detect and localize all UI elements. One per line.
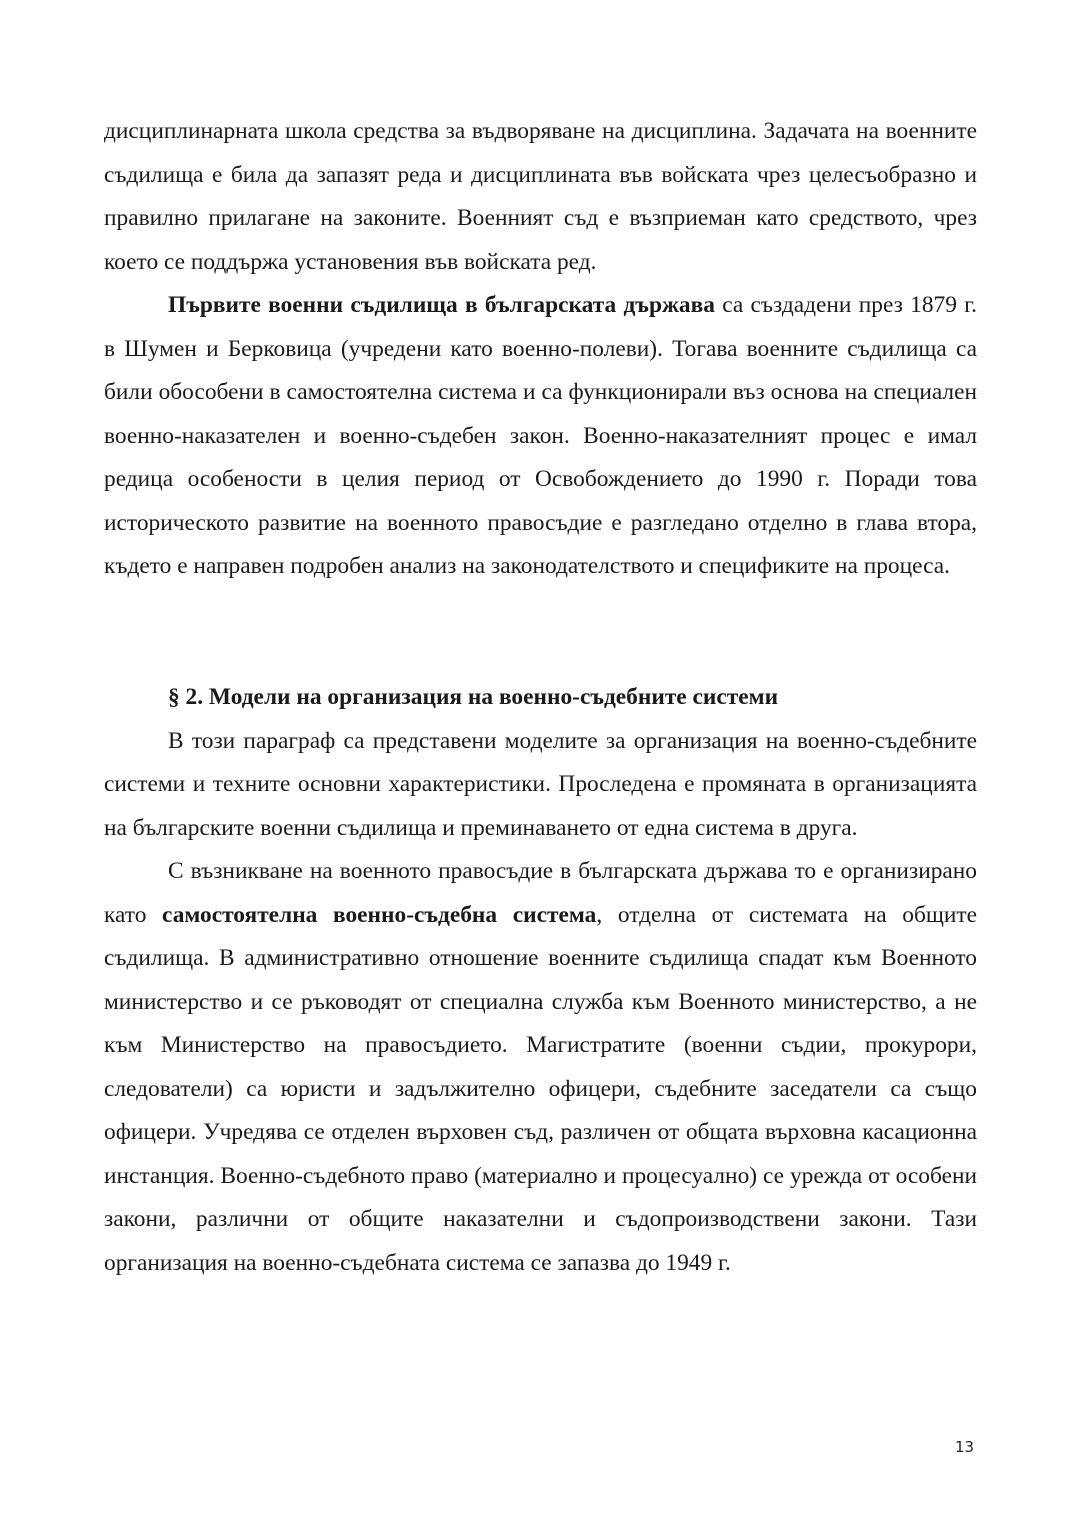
- page-number: 13: [955, 1438, 975, 1456]
- paragraph-continuation: дисциплинарната школа средства за въдворяване на дисциплина. Задачата на военните съдилища е била да запазят реда и дисциплината във войската чрез целесъобразно и правилно прилагане на законите. Военният съд е възприеман като средството, чрез което се поддържа установения във войската ред.: [104, 118, 977, 275]
- section-heading: § 2. Модели на организация на военно-съдебните системи: [168, 684, 779, 710]
- bold-term: самостоятелна военно-съдебна система: [162, 901, 597, 928]
- paragraph-first-military-courts: [104, 284, 977, 589]
- paragraph-text: са създадени през 1879 г. в Шумен и Берковица (учредени като военно-полеви). Тогава военните съдилища са били обособени в самостоятелна система и са функционирали въз основа на специален военно-наказателен и военно-съдебен закон. Военно-наказателният процес е имал редица особености в целия период от Освобождението до 1990 г. Поради това историческото развитие на военното правосъдие е разгледано отделно в глава втора, където е направен подробен анализ на законодателството и спецификите на процеса.: [104, 292, 977, 579]
- paragraph-section-intro: В този параграф са представени моделите за организация на военно-съдебните системи и техните основни характеристики. Проследена е промяната в организацията на българските военни съдилища и преминаването от една система в друга.: [104, 727, 977, 841]
- body-text-lower: [104, 676, 977, 1285]
- paragraph-text: , отделна от системата на общите съдилища. В административно отношение военните съдилища спадат към Военното министерство и се ръководят от специална служба към Военното министерство, а не към Министерство на правосъдието. Магистратите (военни съдии, прокурори, следователи) са юристи и задължително офицери, съдебните заседатели са също офицери. Учредява се отделен върховен съд, различен от общата върховна касационна инстанция. Военно-съдебното право (материално и процесуално) се урежда от особени закони, различни от общите наказателни и съдопроизводствени закони. Тази организация на военно-съдебната система се запазва до 1949 г.: [104, 901, 977, 1276]
- body-text-upper: [104, 110, 977, 589]
- bold-lead-phrase: Първите военни съдилища в българската държава: [168, 292, 715, 318]
- paragraph-independent-system: [104, 850, 977, 1285]
- paragraph-lead: С възникване на военното правосъдие в българската държава то е организирано като: [104, 858, 977, 928]
